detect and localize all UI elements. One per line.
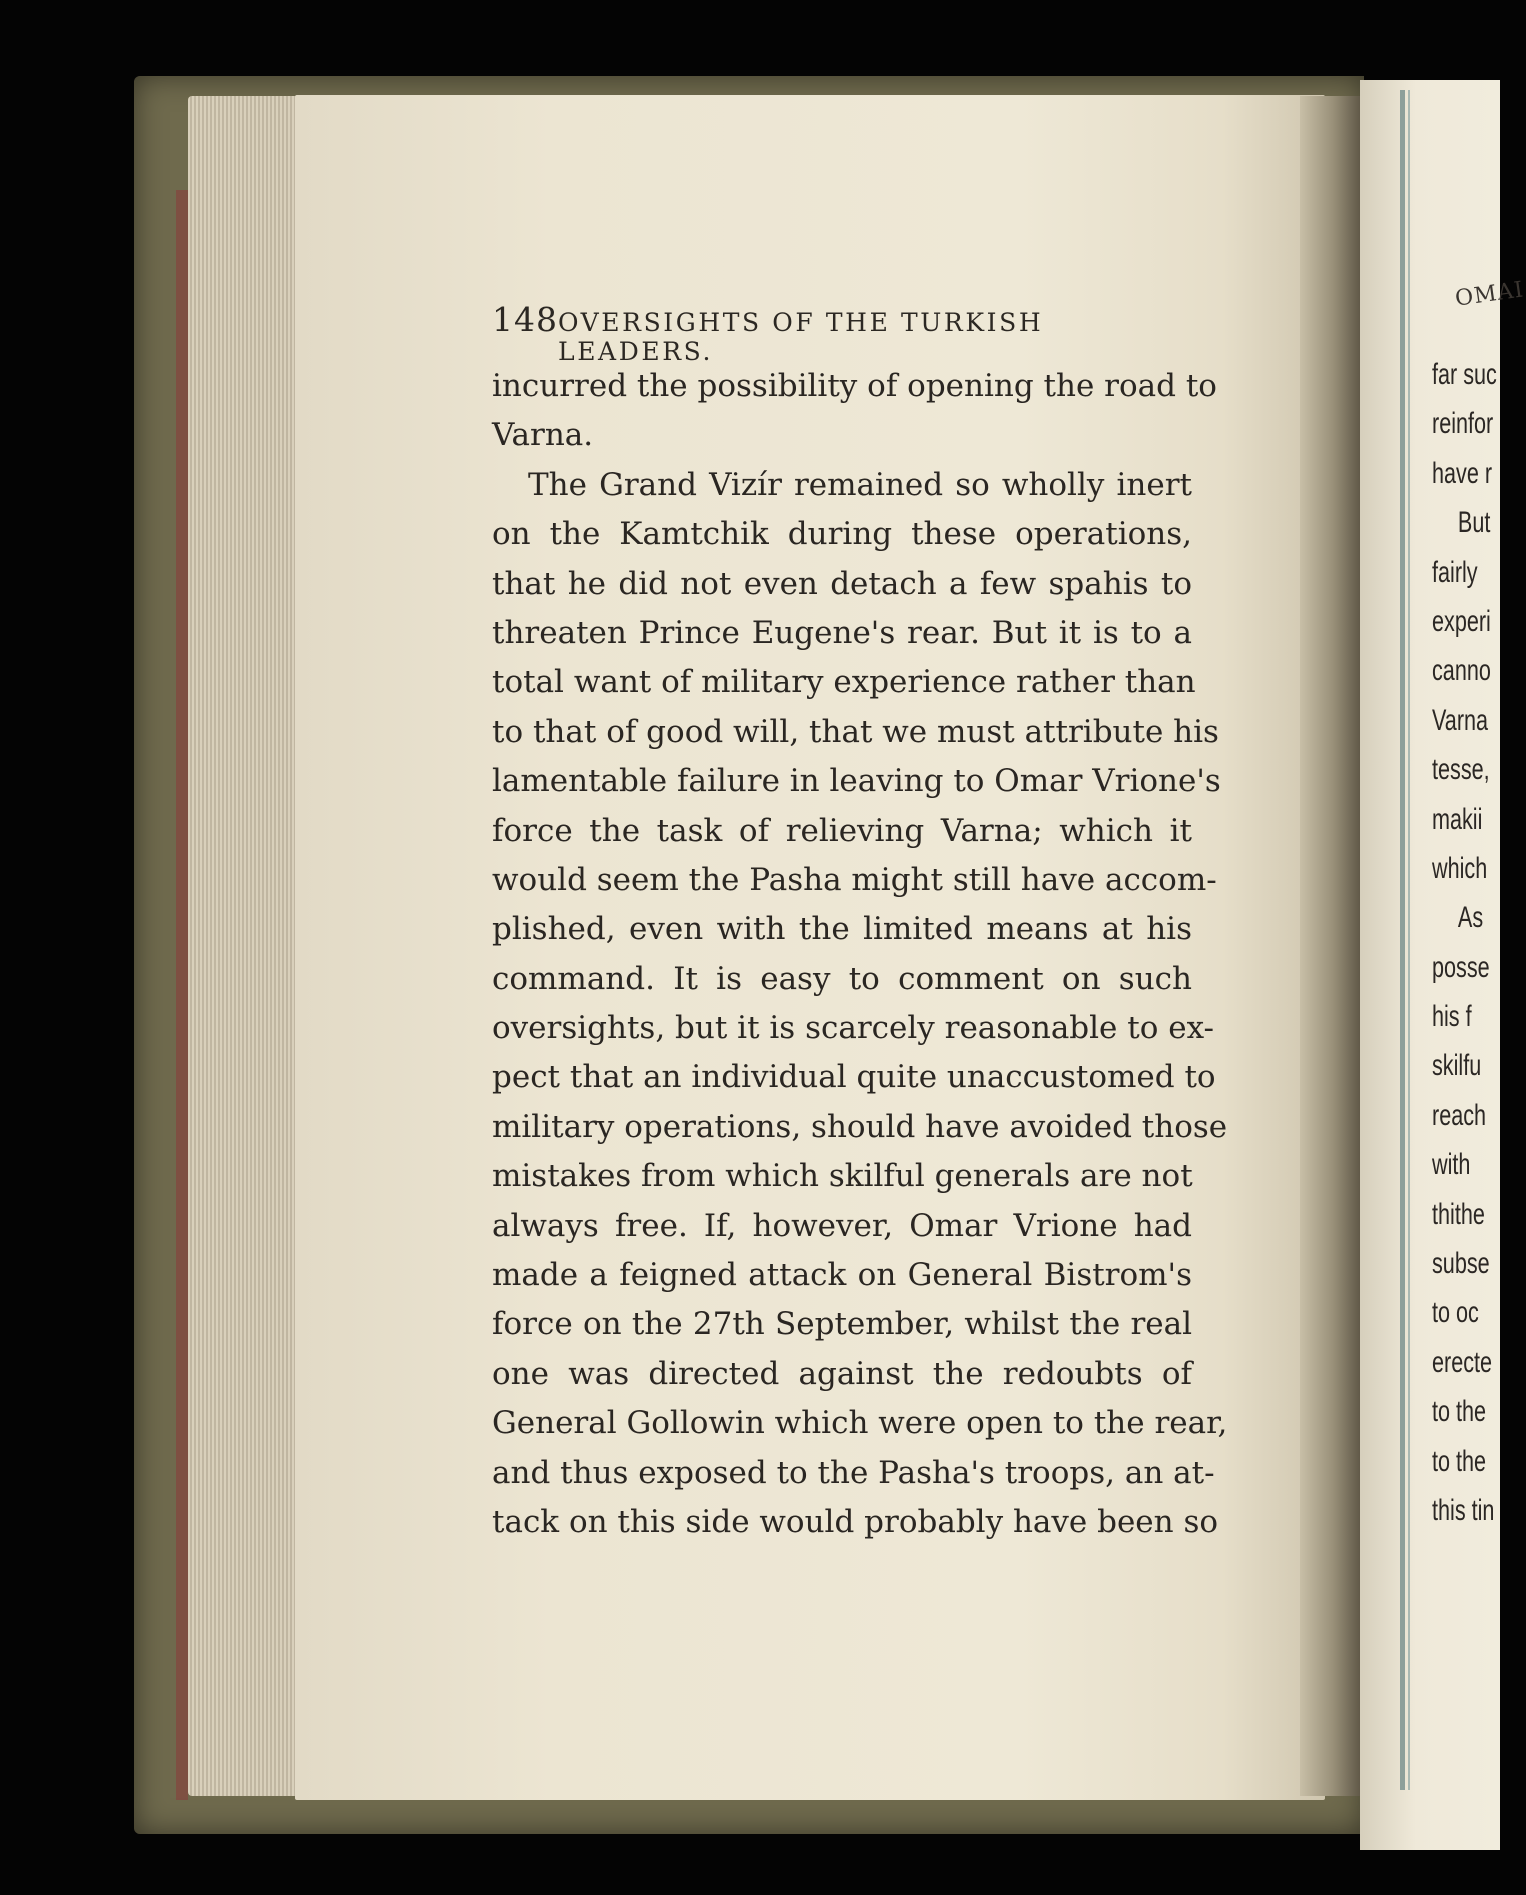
text-line: General Gollowin which were open to the rear,	[492, 1405, 1228, 1442]
text-line: tack on this side would probably have been so	[492, 1503, 1219, 1540]
text-line-fragment: fairly	[1432, 555, 1478, 589]
text-line: mistakes from which skilful generals are not	[492, 1158, 1193, 1195]
text-line: command. It is easy to comment on such	[492, 960, 1192, 997]
right-page-rule-inner	[1408, 90, 1410, 1790]
page-edges	[188, 96, 303, 1796]
text-line-fragment: erecte	[1432, 1345, 1493, 1379]
text-line-fragment: canno	[1432, 654, 1491, 688]
running-head	[492, 300, 1192, 366]
text-line: Varna.	[492, 417, 594, 454]
text-line-fragment: reach	[1432, 1098, 1487, 1132]
right-page-body	[1432, 350, 1504, 1535]
text-line: made a feigned attack on General Bistrom's	[492, 1257, 1192, 1294]
book-gutter	[1300, 96, 1365, 1796]
text-line: that he did not even detach a few spahis to	[492, 565, 1192, 602]
text-line: lamentable failure in leaving to Omar Vrione's	[492, 763, 1221, 800]
text-line-fragment: thithe	[1432, 1197, 1485, 1231]
text-line: The Grand Vizír remained so wholly inert	[528, 466, 1192, 503]
text-line-fragment: tesse,	[1432, 753, 1490, 787]
text-line-fragment: his f	[1432, 1000, 1472, 1034]
left-page-body	[492, 362, 1228, 1547]
text-line-fragment: which	[1432, 851, 1488, 885]
text-line-fragment: far suc	[1432, 358, 1497, 391]
right-running-head-fragment: OMAI	[1453, 277, 1526, 312]
text-line: force the task of relieving Varna; which it	[492, 812, 1192, 849]
chapter-running-title: OVERSIGHTS OF THE TURKISH LEADERS.	[558, 308, 1044, 366]
text-line: would seem the Pasha might still have accom-	[492, 861, 1217, 898]
text-line-fragment: this tin	[1432, 1493, 1495, 1527]
text-line-fragment: Varna	[1432, 703, 1489, 737]
text-line-fragment: with	[1432, 1148, 1471, 1182]
text-line-fragment: reinfor	[1432, 407, 1494, 441]
text-line: total want of military experience rather than	[492, 664, 1196, 701]
text-line: military operations, should have avoided those	[492, 1108, 1228, 1145]
text-line-fragment: to oc	[1432, 1296, 1479, 1330]
text-line: always free. If, however, Omar Vrione had	[492, 1207, 1192, 1244]
text-line: one was directed against the redoubts of	[492, 1355, 1192, 1392]
text-line-fragment: have r	[1432, 456, 1493, 490]
text-line: on the Kamtchik during these operations,	[492, 516, 1192, 553]
text-line: pect that an individual quite unaccustomed to	[492, 1059, 1216, 1096]
text-line-fragment: to the	[1432, 1395, 1487, 1429]
text-line-fragment: But	[1457, 506, 1491, 540]
text-line: oversights, but it is scarcely reasonable to ex-	[492, 1010, 1214, 1047]
text-line-fragment: skilfu	[1432, 1049, 1482, 1083]
text-line: threaten Prince Eugene's rear. But it is to a	[492, 614, 1192, 651]
text-line-fragment: makii	[1432, 802, 1483, 836]
text-line-fragment: As	[1457, 901, 1484, 935]
text-line: to that of good will, that we must attribute his	[492, 713, 1219, 750]
text-line-fragment: to the	[1432, 1444, 1487, 1478]
text-line-fragment: subse	[1432, 1247, 1490, 1281]
text-line: and thus exposed to the Pasha's troops, an at-	[492, 1454, 1215, 1491]
cover-red-edge	[176, 190, 188, 1800]
text-line: force on the 27th September, whilst the real	[492, 1306, 1192, 1343]
page-number: 148	[492, 300, 558, 339]
right-page-rule	[1400, 90, 1405, 1790]
text-line-fragment: experi	[1432, 604, 1491, 638]
text-line: plished, even with the limited means at his	[492, 911, 1192, 948]
text-line-fragment: posse	[1432, 950, 1490, 984]
text-line: incurred the possibility of opening the road to	[492, 368, 1217, 404]
